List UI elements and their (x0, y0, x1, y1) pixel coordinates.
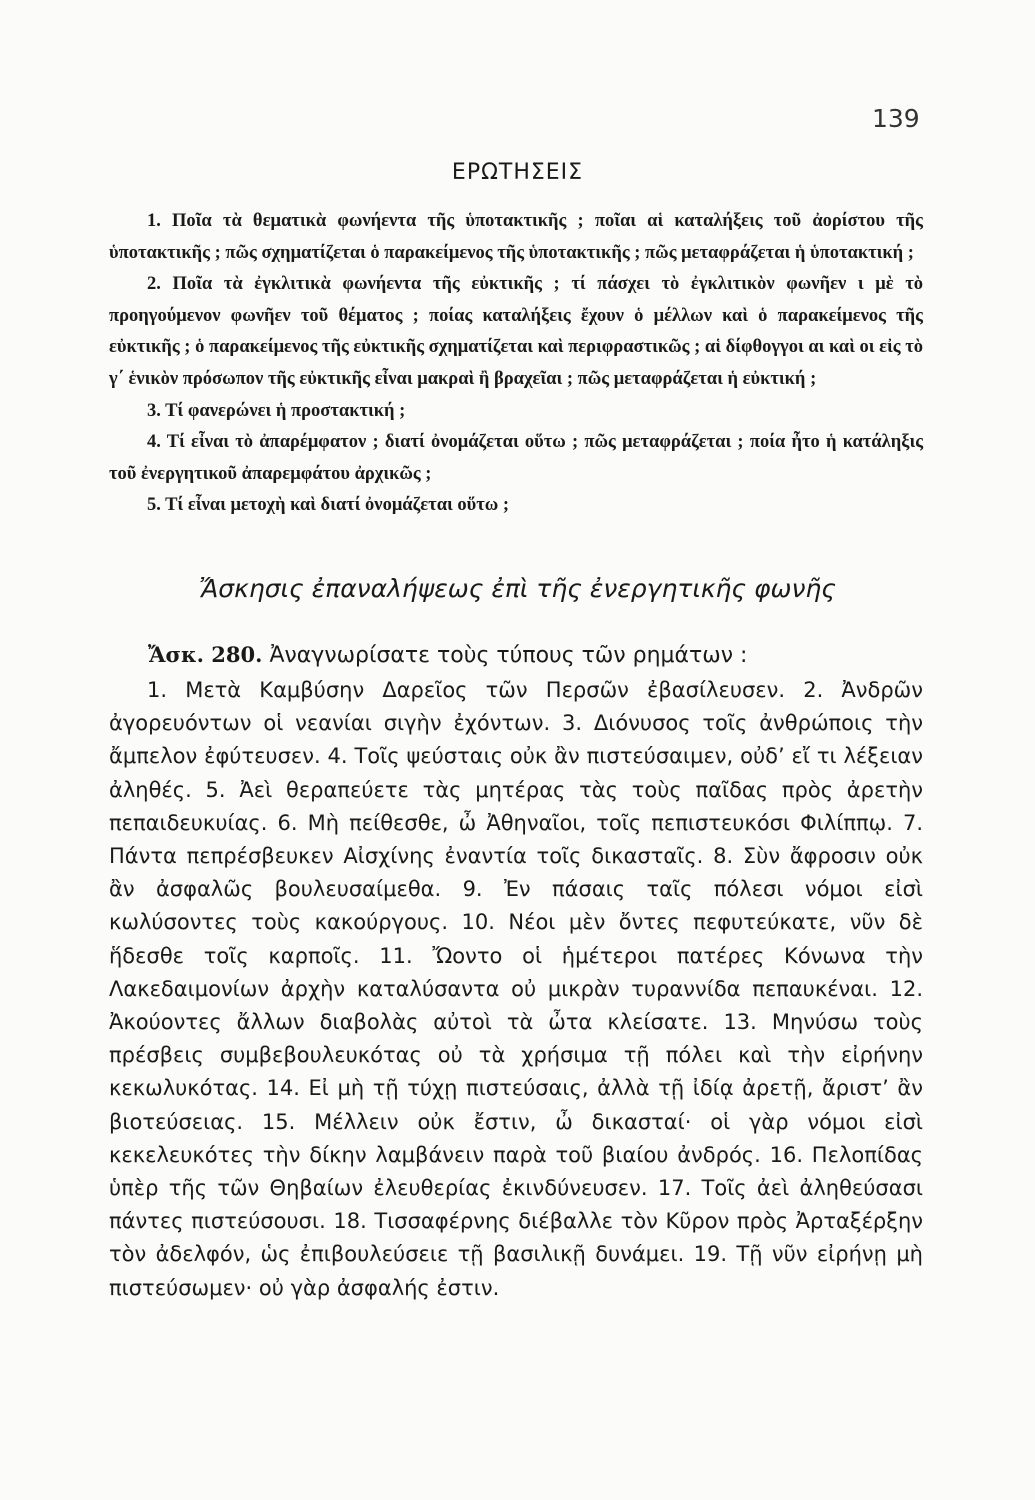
exercise-text: 1. Μετὰ Καμβύσην Δαρεῖος τῶν Περσῶν ἐβασίλευσεν. 2. Ἀνδρῶν ἀγορευόντων οἱ νεανίαι σιγὴν ἐχόντων. 3. Διόνυσος τοῖς ἀνθρώποις τὴν ἄμπελον ἐφύτευσεν. 4. Τοῖς ψεύσταις οὐκ ἂν πιστεύσαιμεν, οὐδ’ εἴ τι λέξειαν ἀληθές. 5. Ἀεὶ θεραπεύετε τὰς μητέρας τὰς τοὺς παῖδας πρὸς ἀρετὴν πεπαιδευκυίας. 6. Μὴ πείθεσθε, ὦ Ἀθηναῖοι, τοῖς πεπιστευκόσι Φιλίππῳ. 7. Πάντα πεπρέσβευκεν Αἰσχίνης ἐναντία τοῖς δικασταῖς. 8. Σὺν ἄφροσιν οὐκ ἂν ἀσφαλῶς βουλευσαίμεθα. 9. Ἐν πάσαις ταῖς πόλεσι νόμοι εἰσὶ κωλύσοντες τοὺς κακούργους. 10. Νέοι μὲν ὄντες πεφυτεύκατε, νῦν δὲ ἥδεσθε τοῖς καρποῖς. 11. Ὤοντο οἱ ἡμέτεροι πατέρες Κόνωνα τὴν Λακεδαιμονίων ἀρχὴν καταλύσαντα οὐ μικρὰν τυραννίδα πεπαυκέναι. 12. Ἀκούοντες ἄλλων διαβολὰς αὐτοὶ τὰ ὦτα κλείσατε. 13. Μηνύσω τοὺς πρέσβεις συμβεβουλευκότας οὐ τὰ χρήσιμα τῇ πόλει καὶ τὴν εἰρήνην κεκωλυκότας. 14. Εἰ μὴ τῇ τύχῃ πιστεύσαις, ἀλλὰ τῇ ἰδίᾳ ἀρετῇ, ἄριστ’ ἂν βιοτεύσειας. 15. Μέλλειν οὐκ ἔστιν, ὦ δικασταί· οἱ γὰρ νόμοι εἰσὶ κεκελευκότες τὴν δίκην λαμβάνειν παρὰ τοῦ βιαίου ἀνδρός. 16. Πελοπίδας ὑπὲρ τῆς τῶν Θηβαίων ἐλευθερίας ἐκινδύνευσεν. 17. Τοῖς ἀεὶ ἀληθεύσασι πάντες πιστεύσουσι. 18. Τισσαφέρνης διέβαλλε τὸν Κῦρον πρὸς Ἀρταξέρξην τὸν ἀδελφόν, ὡς ἐπιβουλεύσειε τῇ βασιλικῇ δυνάμει. 19. Τῇ νῦν εἰρήνῃ μὴ πιστεύσωμεν· οὐ γὰρ ἀσφαλής ἐστιν. (109, 678, 923, 1300)
question-3: 3. Τί φανερώνει ἡ προστακτική ; (147, 400, 406, 421)
question-5: 5. Τί εἶναι μετοχὴ καὶ διατί ὀνομάζεται οὕτω ; (147, 495, 510, 516)
page-number: 139 (872, 104, 920, 133)
question-4: 4. Τί εἶναι τὸ ἀπαρέμφατον ; διατί ὀνομάζεται οὕτω ; πῶς μεταφράζεται ; ποία ἦτο ἡ κατάληξις τοῦ ἐνεργητικοῦ ἀπαρεμφάτου ἀρχικῶς ; (109, 432, 923, 484)
exercise-intro (148, 638, 928, 673)
question-1: 1. Ποῖα τὰ θεματικὰ φωνήεντα τῆς ὑποτακτικῆς ; ποῖαι αἱ καταλήξεις τοῦ ἀορίστου τῆς ὑποτακτικῆς ; πῶς σχηματίζεται ὁ παρακείμενος τῆς ὑποτακτικῆς ; πῶς μεταφράζεται ἡ ὑποτακτική ; (109, 211, 923, 263)
questions-list (109, 206, 923, 522)
exercise-heading: Ἄσκησις ἐπαναλήψεως ἐπὶ τῆς ἐνεργητικῆς φωνῆς (199, 574, 836, 603)
questions-heading: ΕΡΩΤΗΣΕΙΣ (451, 160, 584, 185)
exercise-label: Ἄσκ. 280. (148, 642, 263, 667)
exercise-instruction: Ἀναγνωρίσατε τοὺς τύπους τῶν ρημάτων : (269, 643, 748, 668)
question-2: 2. Ποῖα τὰ ἐγκλιτικὰ φωνήεντα τῆς εὐκτικῆς ; τί πάσχει τὸ ἐγκλιτικὸν φωνῆεν ι μὲ τὸ προηγούμενον φωνῆεν τοῦ θέματος ; ποίας καταλήξεις ἔχουν ὁ μέλλων καὶ ὁ παρακείμενος τῆς εὐκτικῆς ; ὁ παρακείμενος τῆς εὐκτικῆς σχηματίζεται καὶ περιφραστικῶς ; αἱ δίφθογγοι αι καὶ οι εἰς τὸ γ΄ ἑνικὸν πρόσωπον τῆς εὐκτικῆς εἶναι μακραὶ ἢ βραχεῖαι ; πῶς μεταφράζεται ἡ εὐκτική ; (109, 274, 923, 389)
